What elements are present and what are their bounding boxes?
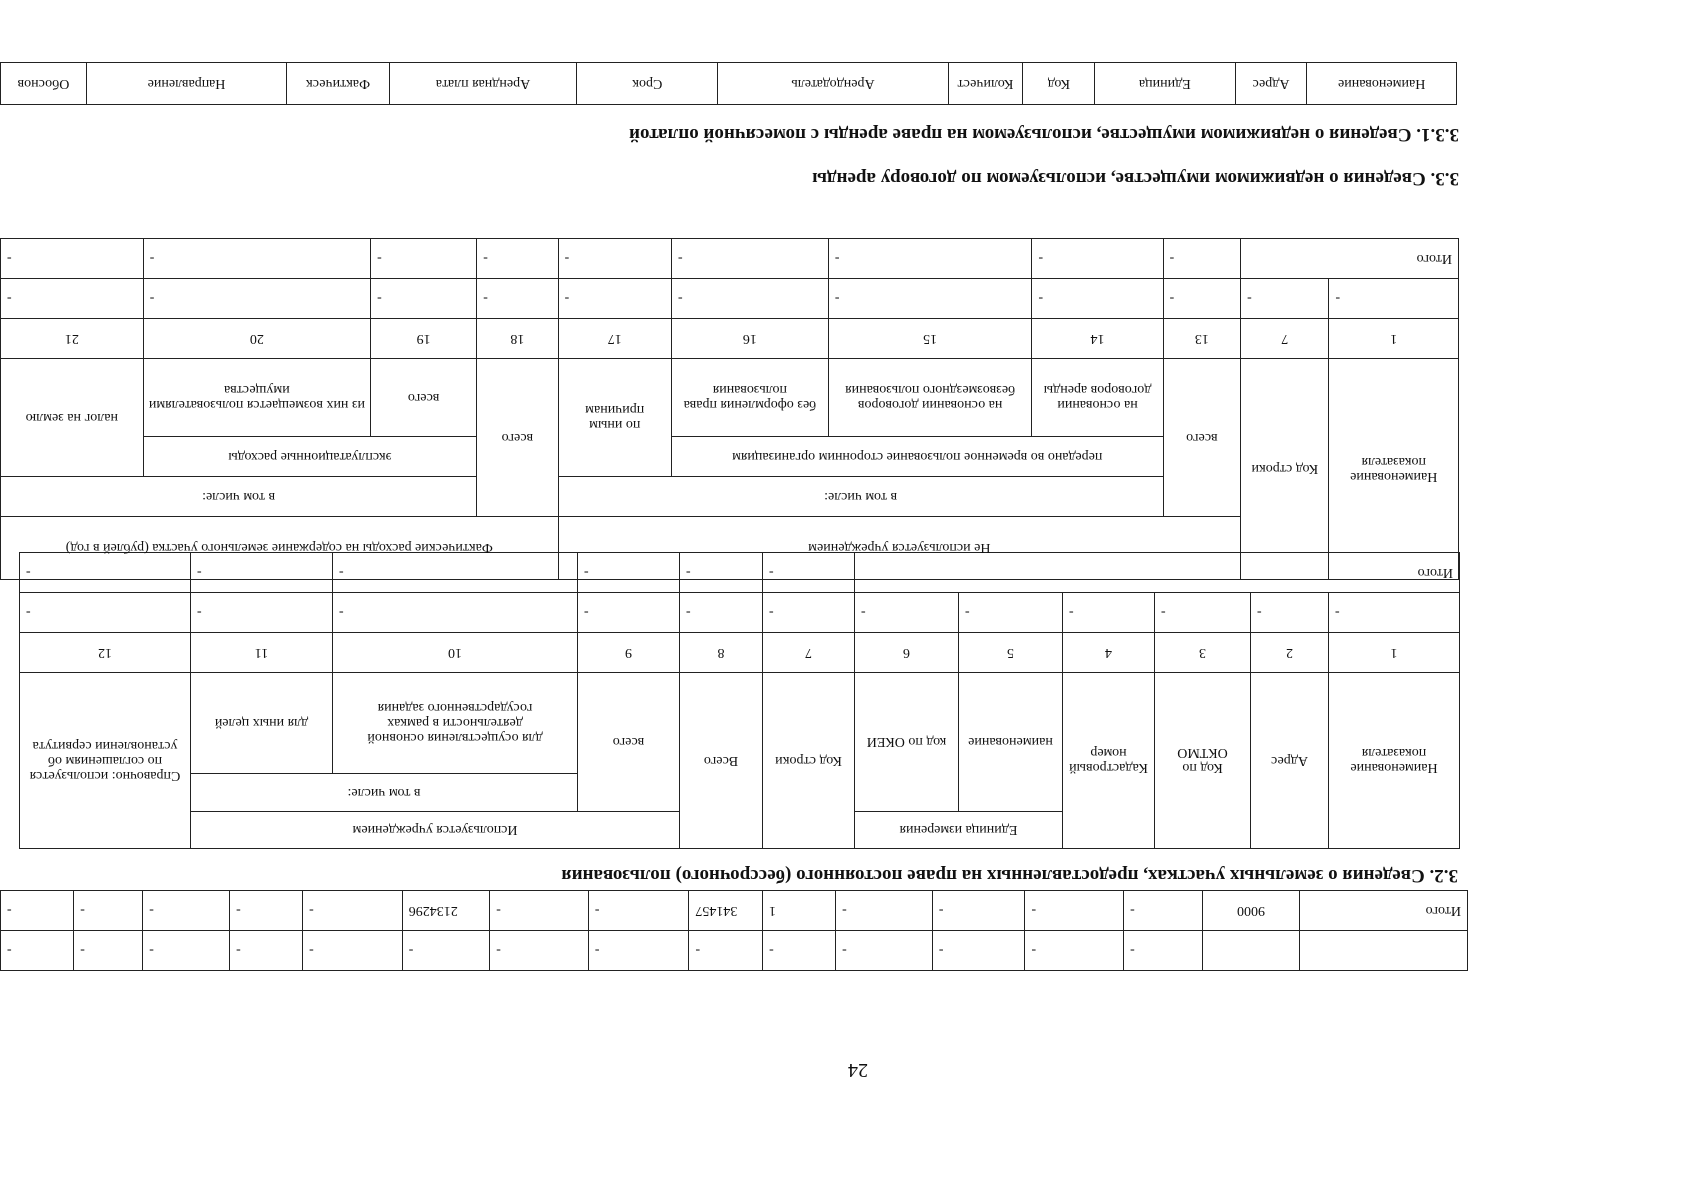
header-direction: Направление <box>86 63 286 105</box>
header-expenses-incl: в том числе: <box>1 477 477 517</box>
table-row: - - - - - - - - - - - <box>1 279 1459 319</box>
header-oktmo: Код по ОКТМО <box>1155 673 1251 849</box>
header-not-used: Не используется учреждением <box>558 517 1241 580</box>
table-3-2-continuation-grid <box>0 238 1459 580</box>
table-3-2-grid <box>19 552 1460 849</box>
header-name: Наименование показателя <box>1329 673 1460 849</box>
table-row <box>1 63 1457 105</box>
header-actual: Фактическ <box>287 63 390 105</box>
header-used: Используется учреждением <box>191 812 680 849</box>
header-main-activity: для осуществления основной деятельности в рамках государственного задания <box>333 673 578 774</box>
header-total: Всего <box>680 673 763 849</box>
header-operating-expenses: эксплуатационные расходы <box>143 437 476 477</box>
table-3-2-continuation <box>0 238 1459 580</box>
header-row-code: Код строки <box>1241 359 1329 580</box>
heading-3-3: 3.3. Сведения о недвижимом имуществе, используемом по договору аренды <box>812 168 1459 189</box>
page-number: 24 <box>848 1059 868 1081</box>
header-operating-all: всего <box>371 359 477 437</box>
table-3-1-tail <box>0 890 1468 971</box>
header-not-used-all: всего <box>1163 359 1240 517</box>
header-lease-contracts: на основании договоров аренды <box>1032 359 1163 437</box>
table-row: 1 7 13 14 15 16 17 18 19 20 21 <box>1 319 1459 359</box>
header-cadastral: Кадастровый номер <box>1063 673 1155 849</box>
header-lessor: Арендодатель <box>718 63 948 105</box>
header-unit-name: наименование <box>959 673 1063 812</box>
header-term: Срок <box>577 63 718 105</box>
header-not-used-incl: в том числе: <box>558 477 1163 517</box>
header-unit: Единица измерения <box>855 812 1063 849</box>
header-quantity: Количест <box>948 63 1023 105</box>
header-used-incl: в том числе: <box>191 774 578 812</box>
header-used-all: всего <box>578 673 680 812</box>
table-3-1-tail-grid <box>0 890 1468 971</box>
table-3-3-1-grid <box>0 62 1457 105</box>
header-expenses: Фактические расходы на содержание земельного участка (рублей в год) <box>1 517 559 580</box>
table-row: Итого - - - - - - <box>20 553 1460 593</box>
header-land-tax: налог на землю <box>1 359 144 477</box>
table-row: - - - - - - - - - - - - - - <box>1 931 1468 971</box>
header-name: Наименование <box>1307 63 1457 105</box>
table-row: - - - - - - - - - - - - <box>20 593 1460 633</box>
table-3-2 <box>19 552 1460 849</box>
header-name: Наименование показателя <box>1329 359 1459 580</box>
header-code: Код <box>1023 63 1095 105</box>
header-rent: Арендная плата <box>389 63 576 105</box>
total-label: Итого <box>1241 239 1459 279</box>
header-free-use-contracts: на основании договоров безвозмездного пользования <box>828 359 1032 437</box>
header-reference: Справочно: используется по соглашениям об установлении сервитута <box>20 673 191 849</box>
header-justification: Обоснов <box>1 63 87 105</box>
header-unit-code: код по ОКЕИ <box>855 673 959 812</box>
header-row-code: Код строки <box>763 673 855 849</box>
table-3-3-1 <box>0 62 1457 105</box>
header-other-purposes: для иных целей <box>191 673 333 774</box>
table-row: 1 2 3 4 5 6 7 8 9 10 11 12 <box>20 633 1460 673</box>
header-expenses-all: всего <box>477 359 558 517</box>
header-address: Адрес <box>1251 673 1329 849</box>
heading-3-3-1: 3.3.1. Сведения о недвижимом имуществе, используемом на праве аренды с помесячной оплатой <box>629 124 1459 145</box>
header-unit: Единица <box>1095 63 1235 105</box>
table-row: Итого - - - - - - - - - <box>1 239 1459 279</box>
header-no-registration: без оформления права пользования <box>671 359 828 437</box>
header-other-reasons: по иным причинам <box>558 359 671 477</box>
header-transferred: передано во временное пользование сторонним организациям <box>671 437 1163 477</box>
heading-3-2: 3.2. Сведения о земельных участках, предоставленных на праве постоянного (бессрочного) пользования <box>561 865 1458 886</box>
total-label: Итого <box>855 553 1460 593</box>
table-row: Итого 9000 - - - - 1 341457 - - 2134296 - - - - - <box>1 891 1468 931</box>
header-operating-reimbursed: из них возмещается пользователями имущества <box>143 359 370 437</box>
header-address: Адрес <box>1235 63 1307 105</box>
